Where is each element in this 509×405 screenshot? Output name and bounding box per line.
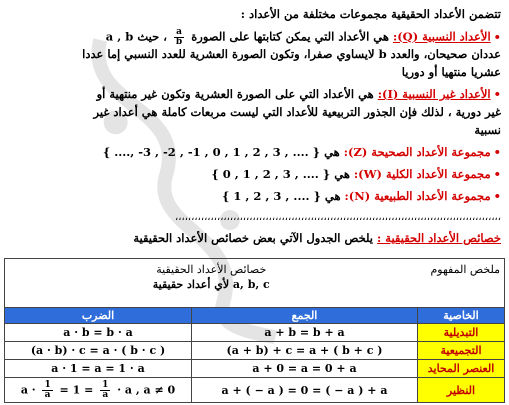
bullet-icon: • xyxy=(493,29,501,44)
inverse-mult-part-a: a · xyxy=(20,383,40,396)
wholes-label: مجموعة الأعداد الكلية (W): xyxy=(353,167,491,181)
fraction-denominator: a xyxy=(102,389,109,400)
table-row xyxy=(5,324,505,342)
row-inverse-multiplication xyxy=(5,378,192,403)
bullet-icon: • xyxy=(493,167,501,181)
bullet-icon: • xyxy=(493,189,501,203)
irrational-line-2: غير دورية ، لذلك فإن الجذور التربيعية للأعداد التي ليست مربعات كاملة هي أعداد غير xyxy=(93,105,501,119)
row-inverse-addition: a + ( − a ) = 0 = ( − a ) + a xyxy=(192,378,418,403)
rational-text-a: هي الأعداد التي يمكن كتابتها على الصورة xyxy=(191,29,389,44)
properties-heading xyxy=(6,230,501,246)
table-row xyxy=(5,342,505,360)
integers-set-line xyxy=(6,144,501,160)
properties-text: يلخص الجدول الآتي بعض خصائص الأعداد الحقيقية xyxy=(133,231,374,245)
wholes-text: هي xyxy=(334,167,350,181)
integers-set: { ...., -3 , -2 , -1 , 0 , 1 , 2 , 3 , .... } xyxy=(102,145,321,159)
properties-table-wrap xyxy=(4,258,505,405)
row-associative-addition: (a + b) + c = a + ( b + c ) xyxy=(192,342,418,360)
row-identity-multiplication: a · 1 = a = 1 · a xyxy=(5,360,192,378)
fraction-numerator: 1 xyxy=(44,379,51,390)
fraction-denominator: a xyxy=(44,389,51,400)
integers-label: مجموعة الأعداد الصحيحة (Z): xyxy=(343,145,491,159)
dotted-separator: ،،،،،،،،،،،،،،،،،،،،،،،،،،،،،،،،،،،،،،،،،،،،،،،،،،،،،،،،،،،،،،،،،،،،،،،،،،،،،،،،،،،،،،،،،،،،،،،،،،،،، xyxy=(175,212,501,223)
naturals-set-line xyxy=(6,188,501,204)
fraction-one-over-a xyxy=(42,381,52,400)
bullet-icon: • xyxy=(493,145,501,159)
naturals-set: { 1 , 2 , 3 , .... } xyxy=(222,189,321,203)
rational-text-b: ، حيث a , b xyxy=(105,29,167,44)
irrational-line-3: نسبية xyxy=(474,123,501,137)
rational-definition xyxy=(6,28,501,47)
table-row xyxy=(5,360,505,378)
irrational-definition xyxy=(6,86,501,102)
header-multiplication: الضرب xyxy=(5,308,192,324)
row-associative-property: التجميعية xyxy=(418,342,505,360)
properties-label: خصائص الأعداد الحقيقية : xyxy=(377,231,501,245)
row-commutative-addition: a + b = b + a xyxy=(192,324,418,342)
inverse-mult-part-b: = 1 = xyxy=(55,383,98,396)
row-associative-multiplication: (a · b) · c = a · ( b · c ) xyxy=(5,342,192,360)
table-title-line-1: خصائص الأعداد الحقيقية xyxy=(156,263,267,276)
naturals-label: مجموعة الأعداد الطبيعية (N): xyxy=(344,189,491,203)
irrational-label: الأعداد غير النسبية (I): xyxy=(377,87,491,101)
bullet-icon: • xyxy=(493,87,501,101)
inverse-mult-part-c: · a , a ≠ 0 xyxy=(113,383,176,396)
header-addition: الجمع xyxy=(192,308,418,324)
rational-line-2: عددان صحيحان، والعدد b لايساوي صفرا، وتكون الصورة العشرية للعدد النسبي إما عددا xyxy=(82,47,501,61)
summary-label-cell: ملخص المفهوم xyxy=(418,259,505,308)
table-title-cell xyxy=(5,259,418,308)
header-property: الخاصية xyxy=(418,308,505,324)
row-commutative-property: التبديلية xyxy=(418,324,505,342)
row-identity-property: العنصر المحايد xyxy=(418,360,505,378)
fraction-denominator: b xyxy=(175,37,183,47)
row-identity-addition: a + 0 = a = 0 + a xyxy=(192,360,418,378)
fraction-numerator: a xyxy=(174,28,184,38)
irrational-text-a: هي الأعداد التي على الصورة العشرية وتكون غير منتهية أو xyxy=(96,87,374,101)
table-title-line-2: لأي أعداد حقيقية a, b, c xyxy=(152,278,270,291)
properties-table xyxy=(4,258,505,403)
wholes-set: { 0 , 1 , 2 , 3 , .... } xyxy=(211,167,331,181)
rational-line-3: عشريا منتهيا أو دوريا xyxy=(401,65,501,79)
fraction-a-over-b xyxy=(174,28,184,47)
naturals-text: هي xyxy=(324,189,341,203)
table-title-row xyxy=(5,259,505,308)
wholes-set-line xyxy=(6,166,501,182)
fraction-numerator: 1 xyxy=(102,379,109,390)
fraction-one-over-a-2 xyxy=(100,381,110,400)
row-inverse-property: النظير xyxy=(418,378,505,403)
integers-text: هي xyxy=(324,145,340,159)
row-commutative-multiplication: a · b = b · a xyxy=(5,324,192,342)
rational-label: الأعداد النسبية (Q): xyxy=(392,29,491,44)
table-row xyxy=(5,378,505,403)
table-header-row xyxy=(5,308,505,324)
intro-text: تتضمن الأعداد الحقيقية مجموعات مختلفة من الأعداد : xyxy=(240,7,501,21)
